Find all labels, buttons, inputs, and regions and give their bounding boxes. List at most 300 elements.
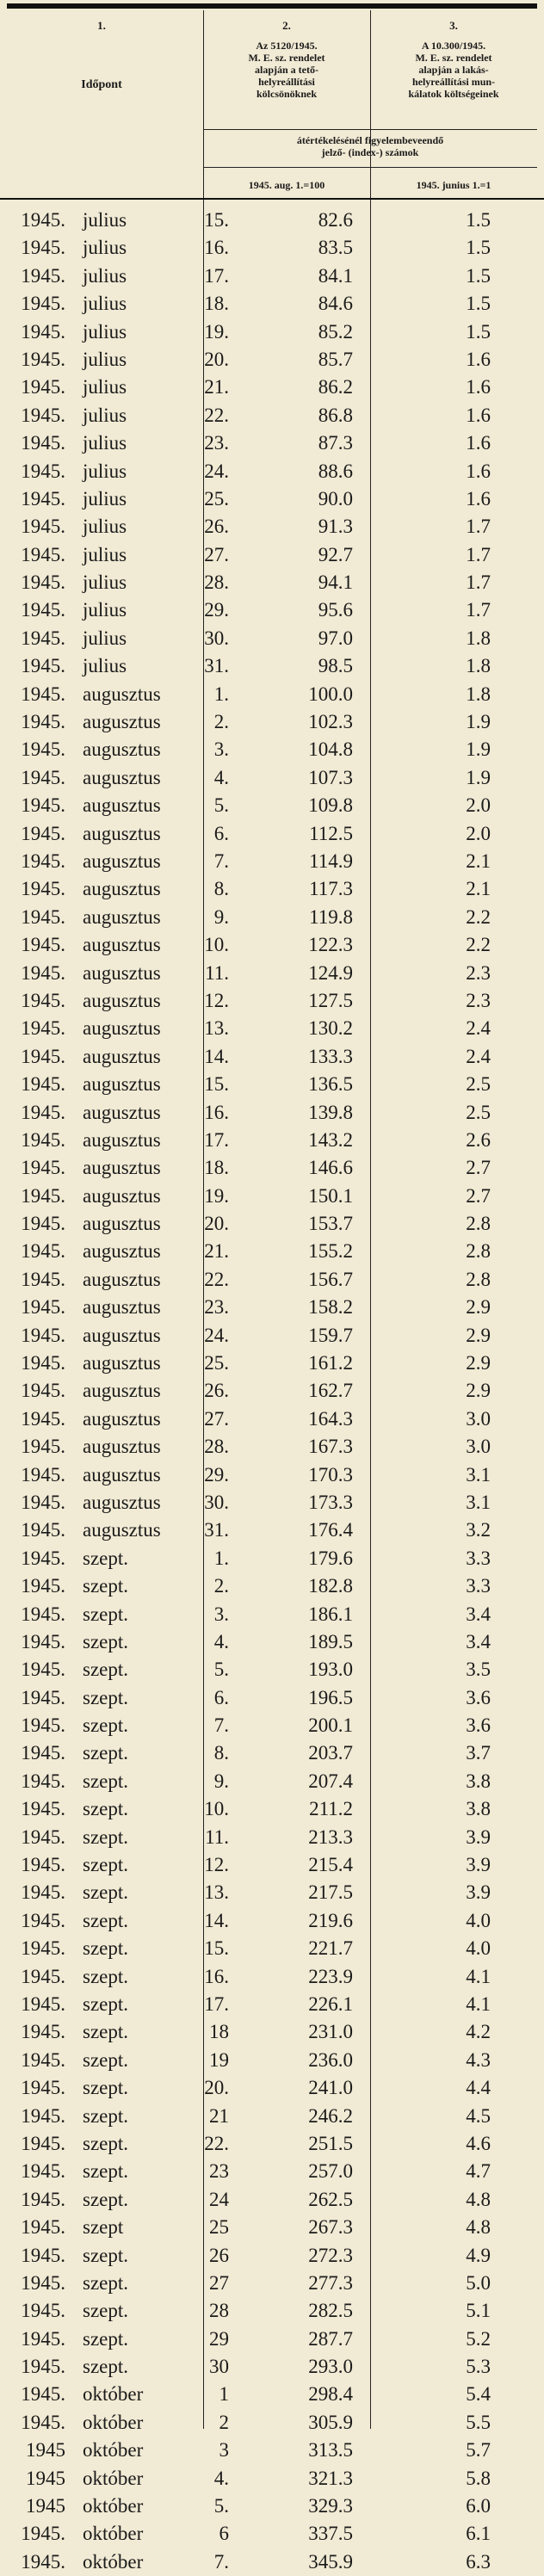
index-value-tetohelyreallitas: 217.5 [308, 1881, 353, 1904]
table-row [0, 2548, 544, 2576]
table-row [0, 1099, 544, 1127]
top-rule [7, 3, 537, 9]
year-cell: 1945. [21, 2132, 65, 2154]
month-cell: augusztus [83, 961, 161, 984]
month-cell: augusztus [83, 849, 161, 872]
day-cell: 3. [213, 738, 229, 761]
day-cell: 22. [204, 404, 229, 426]
table-row [0, 875, 544, 903]
day-cell: 4. [213, 1630, 229, 1652]
day-cell: 14. [204, 1045, 229, 1067]
table-row [0, 2018, 544, 2046]
day-cell: 27. [204, 543, 229, 565]
index-value-tetohelyreallitas: 83.5 [318, 237, 353, 259]
day-cell: 4. [213, 2467, 229, 2489]
day-cell: 5. [213, 2495, 229, 2517]
day-cell: 20. [204, 2077, 229, 2099]
index-value-lakashelyreallitas: 1.8 [466, 655, 491, 677]
year-cell: 1945. [21, 2550, 65, 2573]
day-cell: 8. [213, 878, 229, 900]
year-cell: 1945. [21, 989, 65, 1011]
day-cell: 24 [209, 2188, 229, 2210]
index-value-tetohelyreallitas: 262.5 [308, 2188, 353, 2210]
table-row [0, 708, 544, 736]
table-row [0, 1545, 544, 1572]
year-cell: 1945. [21, 849, 65, 872]
index-value-lakashelyreallitas: 4.8 [466, 2216, 491, 2239]
index-value-tetohelyreallitas: 213.3 [308, 1825, 353, 1848]
table-row [0, 931, 544, 959]
year-cell: 1945. [21, 1073, 65, 1096]
table-row [0, 2326, 544, 2353]
month-cell: julius [83, 571, 127, 594]
day-cell: 2. [213, 1575, 229, 1597]
index-value-lakashelyreallitas: 3.9 [466, 1854, 491, 1876]
table-row [0, 2409, 544, 2437]
index-value-tetohelyreallitas: 136.5 [308, 1073, 353, 1096]
year-cell: 1945. [21, 1686, 65, 1708]
month-cell: október [83, 2550, 144, 2573]
month-cell: szept. [83, 2356, 129, 2378]
index-value-lakashelyreallitas: 3.9 [466, 1825, 491, 1848]
index-value-tetohelyreallitas: 257.0 [308, 2160, 353, 2183]
day-cell: 18 [209, 2021, 229, 2043]
month-cell: augusztus [83, 1240, 161, 1263]
table-row [0, 346, 544, 374]
month-cell: augusztus [83, 1519, 161, 1541]
index-value-tetohelyreallitas: 85.2 [318, 320, 353, 343]
year-cell: 1945. [21, 2077, 65, 2099]
year-cell: 1945. [21, 1798, 65, 1820]
year-cell: 1945. [21, 878, 65, 900]
table-row [0, 1907, 544, 1935]
index-value-tetohelyreallitas: 196.5 [308, 1686, 353, 1708]
month-cell: október [83, 2495, 144, 2517]
day-cell: 25. [204, 1352, 229, 1374]
day-cell: 6 [219, 2523, 229, 2545]
index-value-tetohelyreallitas: 146.6 [308, 1157, 353, 1179]
year-cell: 1945. [21, 2104, 65, 2127]
index-value-lakashelyreallitas: 4.0 [466, 1937, 491, 1960]
table-row [0, 1210, 544, 1238]
year-cell: 1945. [21, 1547, 65, 1569]
index-value-tetohelyreallitas: 231.0 [308, 2021, 353, 2043]
year-cell: 1945. [21, 293, 65, 315]
day-cell: 9. [213, 1770, 229, 1792]
day-cell: 19. [204, 320, 229, 343]
index-value-tetohelyreallitas: 158.2 [308, 1296, 353, 1319]
day-cell: 19. [204, 1184, 229, 1207]
month-cell: julius [83, 543, 127, 565]
day-cell: 18. [204, 293, 229, 315]
index-value-lakashelyreallitas: 5.2 [466, 2327, 491, 2350]
table-row [0, 848, 544, 875]
day-cell: 1. [213, 1547, 229, 1569]
day-cell: 5. [213, 1659, 229, 1681]
index-value-tetohelyreallitas: 162.7 [308, 1380, 353, 1402]
table-row [0, 2270, 544, 2297]
index-value-tetohelyreallitas: 143.2 [308, 1128, 353, 1151]
index-value-tetohelyreallitas: 246.2 [308, 2104, 353, 2127]
index-value-tetohelyreallitas: 112.5 [309, 822, 353, 844]
year-cell: 1945. [21, 2188, 65, 2210]
table-row [0, 1433, 544, 1461]
month-cell: julius [83, 320, 127, 343]
index-value-lakashelyreallitas: 2.9 [466, 1380, 491, 1402]
index-value-lakashelyreallitas: 2.6 [466, 1128, 491, 1151]
day-cell: 26 [209, 2244, 229, 2266]
index-value-tetohelyreallitas: 92.7 [318, 543, 353, 565]
year-cell: 1945. [21, 543, 65, 565]
month-cell: julius [83, 348, 127, 370]
month-cell: augusztus [83, 1352, 161, 1374]
index-value-tetohelyreallitas: 189.5 [308, 1630, 353, 1652]
month-cell: szept. [83, 2160, 129, 2183]
year-cell: 1945. [21, 1519, 65, 1541]
index-value-tetohelyreallitas: 277.3 [308, 2271, 353, 2294]
table-row [0, 1071, 544, 1098]
index-value-tetohelyreallitas: 282.5 [308, 2300, 353, 2322]
table-row [0, 290, 544, 318]
month-cell: szept. [83, 1770, 129, 1792]
year-cell: 1945. [21, 1965, 65, 1987]
day-cell: 21 [209, 2104, 229, 2127]
index-value-lakashelyreallitas: 2.9 [466, 1324, 491, 1346]
month-cell: október [83, 2383, 144, 2406]
index-value-tetohelyreallitas: 97.0 [318, 627, 353, 649]
index-value-lakashelyreallitas: 1.6 [466, 404, 491, 426]
index-value-lakashelyreallitas: 5.3 [466, 2356, 491, 2378]
table-row [0, 1238, 544, 1265]
table-row [0, 513, 544, 541]
year-cell: 1945. [21, 627, 65, 649]
index-value-lakashelyreallitas: 1.6 [466, 376, 491, 398]
day-cell: 16. [204, 1101, 229, 1123]
column-header-2: Az 5120/1945. M. E. sz. rendelet alapján a tető- helyreállítási kölcsönöknek [248, 40, 325, 100]
index-value-tetohelyreallitas: 100.0 [308, 683, 353, 705]
month-cell: szept. [83, 1659, 129, 1681]
index-value-tetohelyreallitas: 293.0 [308, 2356, 353, 2378]
month-cell: augusztus [83, 1073, 161, 1096]
month-cell: október [83, 2523, 144, 2545]
year-cell: 1945. [21, 376, 65, 398]
index-value-lakashelyreallitas: 4.5 [466, 2104, 491, 2127]
year-cell: 1945 [26, 2439, 65, 2462]
index-value-lakashelyreallitas: 4.9 [466, 2244, 491, 2266]
day-cell: 26. [204, 1380, 229, 1402]
table-row [0, 541, 544, 569]
index-value-lakashelyreallitas: 4.1 [466, 1993, 491, 2015]
index-value-lakashelyreallitas: 2.1 [466, 878, 491, 900]
month-cell: augusztus [83, 1407, 161, 1430]
month-cell: augusztus [83, 1380, 161, 1402]
year-cell: 1945. [21, 794, 65, 817]
month-cell: julius [83, 599, 127, 621]
day-cell: 21. [204, 1240, 229, 1263]
day-cell: 12. [204, 1854, 229, 1876]
month-cell: szept [83, 2216, 124, 2239]
year-cell: 1945. [21, 2327, 65, 2350]
day-cell: 27 [209, 2271, 229, 2294]
year-cell: 1945. [21, 1993, 65, 2015]
header-bottom-rule [0, 198, 544, 200]
table-row [0, 318, 544, 346]
day-cell: 18. [204, 1157, 229, 1179]
month-cell: julius [83, 487, 127, 510]
index-value-lakashelyreallitas: 2.2 [466, 934, 491, 956]
month-cell: julius [83, 627, 127, 649]
month-cell: augusztus [83, 1463, 161, 1486]
index-value-lakashelyreallitas: 3.2 [466, 1519, 491, 1541]
index-value-lakashelyreallitas: 5.8 [466, 2467, 491, 2489]
index-value-tetohelyreallitas: 182.8 [308, 1575, 353, 1597]
year-cell: 1945. [21, 2160, 65, 2183]
day-cell: 7. [213, 1714, 229, 1737]
day-cell: 15. [204, 1937, 229, 1960]
table-row [0, 1183, 544, 1210]
table-row [0, 1489, 544, 1517]
table-row [0, 1572, 544, 1600]
day-cell: 17. [204, 1128, 229, 1151]
year-cell: 1945. [21, 1909, 65, 1931]
table-row [0, 1935, 544, 1962]
year-cell: 1945. [21, 1157, 65, 1179]
index-value-lakashelyreallitas: 1.5 [466, 293, 491, 315]
index-value-lakashelyreallitas: 1.6 [466, 348, 491, 370]
month-cell: augusztus [83, 1101, 161, 1123]
table-row [0, 681, 544, 708]
month-cell: október [83, 2467, 144, 2489]
day-cell: 1 [219, 2383, 229, 2406]
index-value-tetohelyreallitas: 98.5 [318, 655, 353, 677]
month-cell: julius [83, 516, 127, 538]
index-value-tetohelyreallitas: 167.3 [308, 1436, 353, 1458]
year-cell: 1945. [21, 961, 65, 984]
index-value-lakashelyreallitas: 2.9 [466, 1296, 491, 1319]
day-cell: 27. [204, 1407, 229, 1430]
index-value-tetohelyreallitas: 251.5 [308, 2132, 353, 2154]
index-value-lakashelyreallitas: 3.4 [466, 1630, 491, 1652]
table-row [0, 2493, 544, 2520]
table-row [0, 1991, 544, 2018]
month-cell: augusztus [83, 1017, 161, 1040]
day-cell: 10. [204, 1798, 229, 1820]
table-row [0, 569, 544, 596]
month-cell: szept. [83, 2300, 129, 2322]
year-cell: 1945. [21, 1240, 65, 1263]
index-value-lakashelyreallitas: 1.9 [466, 711, 491, 733]
day-cell: 17. [204, 1993, 229, 2015]
month-cell: szept. [83, 2021, 129, 2043]
year-cell: 1945. [21, 599, 65, 621]
index-value-lakashelyreallitas: 3.8 [466, 1798, 491, 1820]
month-cell: julius [83, 655, 127, 677]
index-value-tetohelyreallitas: 117.3 [309, 878, 353, 900]
year-cell: 1945. [21, 1603, 65, 1625]
index-value-tetohelyreallitas: 345.9 [308, 2550, 353, 2573]
day-cell: 21. [204, 376, 229, 398]
year-cell: 1945. [21, 1213, 65, 1235]
index-value-lakashelyreallitas: 2.5 [466, 1073, 491, 1096]
year-cell: 1945. [21, 1017, 65, 1040]
month-cell: augusztus [83, 1213, 161, 1235]
year-cell: 1945. [21, 2300, 65, 2322]
index-value-lakashelyreallitas: 1.5 [466, 264, 491, 287]
index-value-tetohelyreallitas: 86.2 [318, 376, 353, 398]
index-value-tetohelyreallitas: 186.1 [308, 1603, 353, 1625]
table-row [0, 2381, 544, 2408]
index-value-tetohelyreallitas: 153.7 [308, 1213, 353, 1235]
day-cell: 1. [213, 683, 229, 705]
table-row [0, 1266, 544, 1294]
index-value-lakashelyreallitas: 5.7 [466, 2439, 491, 2462]
day-cell: 28. [204, 571, 229, 594]
year-cell: 1945. [21, 655, 65, 677]
index-value-lakashelyreallitas: 5.5 [466, 2411, 491, 2433]
index-value-lakashelyreallitas: 2.3 [466, 961, 491, 984]
month-cell: szept. [83, 1714, 129, 1737]
table-row [0, 2520, 544, 2548]
day-cell: 29. [204, 1463, 229, 1486]
year-cell: 1945. [21, 2383, 65, 2406]
year-cell: 1945. [21, 1659, 65, 1681]
month-cell: szept. [83, 1575, 129, 1597]
index-value-lakashelyreallitas: 2.8 [466, 1268, 491, 1290]
index-value-lakashelyreallitas: 1.5 [466, 209, 491, 231]
index-value-tetohelyreallitas: 207.4 [308, 1770, 353, 1792]
index-value-lakashelyreallitas: 6.3 [466, 2550, 491, 2573]
day-cell: 2 [219, 2411, 229, 2433]
index-value-lakashelyreallitas: 3.1 [466, 1463, 491, 1486]
day-cell: 13. [204, 1881, 229, 1904]
month-cell: augusztus [83, 1045, 161, 1067]
day-cell: 22. [204, 1268, 229, 1290]
month-cell: szept. [83, 1993, 129, 2015]
month-cell: augusztus [83, 711, 161, 733]
month-cell: szept. [83, 1909, 129, 1931]
index-value-tetohelyreallitas: 155.2 [308, 1240, 353, 1263]
index-value-lakashelyreallitas: 3.3 [466, 1575, 491, 1597]
index-value-lakashelyreallitas: 6.0 [466, 2495, 491, 2517]
year-cell: 1945. [21, 738, 65, 761]
index-note: átértékelésénél figyelembeveendő jelző- (index-) számok [296, 134, 444, 158]
month-cell: augusztus [83, 905, 161, 928]
table-row [0, 2297, 544, 2325]
month-cell: augusztus [83, 878, 161, 900]
index-value-lakashelyreallitas: 2.4 [466, 1045, 491, 1067]
table-row [0, 904, 544, 931]
year-cell: 1945. [21, 1714, 65, 1737]
year-cell: 1945. [21, 1045, 65, 1067]
year-cell: 1945. [21, 2523, 65, 2545]
index-value-tetohelyreallitas: 221.7 [308, 1937, 353, 1960]
month-cell: szept. [83, 1825, 129, 1848]
index-value-tetohelyreallitas: 241.0 [308, 2077, 353, 2099]
month-cell: julius [83, 293, 127, 315]
year-cell: 1945. [21, 683, 65, 705]
index-value-lakashelyreallitas: 3.6 [466, 1714, 491, 1737]
year-cell: 1945. [21, 1184, 65, 1207]
month-cell: augusztus [83, 1436, 161, 1458]
table-row [0, 1405, 544, 1433]
column-number: 3. [449, 19, 458, 32]
day-cell: 2. [213, 711, 229, 733]
month-cell: szept. [83, 1742, 129, 1764]
index-value-lakashelyreallitas: 4.0 [466, 1909, 491, 1931]
index-value-lakashelyreallitas: 3.0 [466, 1407, 491, 1430]
day-cell: 8. [213, 1742, 229, 1764]
day-cell: 23. [204, 1296, 229, 1319]
index-value-tetohelyreallitas: 159.7 [308, 1324, 353, 1346]
index-value-tetohelyreallitas: 156.7 [308, 1268, 353, 1290]
month-cell: szept. [83, 1965, 129, 1987]
day-cell: 16. [204, 1965, 229, 1987]
month-cell: szept. [83, 2077, 129, 2099]
index-value-tetohelyreallitas: 287.7 [308, 2327, 353, 2350]
day-cell: 31. [204, 655, 229, 677]
table-row [0, 960, 544, 987]
year-cell: 1945. [21, 1491, 65, 1513]
month-cell: augusztus [83, 989, 161, 1011]
index-value-lakashelyreallitas: 1.6 [466, 487, 491, 510]
index-value-tetohelyreallitas: 161.2 [308, 1352, 353, 1374]
table-row [0, 234, 544, 262]
year-cell: 1945. [21, 1128, 65, 1151]
month-cell: augusztus [83, 934, 161, 956]
table-row [0, 1601, 544, 1628]
index-value-lakashelyreallitas: 3.9 [466, 1881, 491, 1904]
index-value-lakashelyreallitas: 4.6 [466, 2132, 491, 2154]
index-value-tetohelyreallitas: 86.8 [318, 404, 353, 426]
index-value-tetohelyreallitas: 298.4 [308, 2383, 353, 2406]
year-cell: 1945. [21, 1407, 65, 1430]
index-value-tetohelyreallitas: 272.3 [308, 2244, 353, 2266]
index-value-tetohelyreallitas: 226.1 [308, 1993, 353, 2015]
index-value-lakashelyreallitas: 1.8 [466, 683, 491, 705]
table-row [0, 485, 544, 513]
year-cell: 1945. [21, 1742, 65, 1764]
index-value-lakashelyreallitas: 6.1 [466, 2523, 491, 2545]
index-value-lakashelyreallitas: 4.8 [466, 2188, 491, 2210]
day-cell: 6. [213, 822, 229, 844]
index-value-tetohelyreallitas: 84.1 [318, 264, 353, 287]
index-value-lakashelyreallitas: 1.7 [466, 599, 491, 621]
day-cell: 16. [204, 237, 229, 259]
index-value-tetohelyreallitas: 173.3 [308, 1491, 353, 1513]
month-cell: szept. [83, 2327, 129, 2350]
table-row [0, 458, 544, 485]
index-value-tetohelyreallitas: 109.8 [308, 794, 353, 817]
day-cell: 28 [209, 2300, 229, 2322]
table-row [0, 2074, 544, 2102]
month-cell: szept. [83, 2132, 129, 2154]
index-value-tetohelyreallitas: 313.5 [308, 2439, 353, 2462]
table-row [0, 1795, 544, 1823]
day-cell: 11. [205, 1825, 229, 1848]
index-value-tetohelyreallitas: 193.0 [308, 1659, 353, 1681]
month-cell: augusztus [83, 1491, 161, 1513]
index-value-lakashelyreallitas: 1.5 [466, 320, 491, 343]
index-value-tetohelyreallitas: 102.3 [308, 711, 353, 733]
table-row [0, 1824, 544, 1851]
index-value-lakashelyreallitas: 1.7 [466, 543, 491, 565]
year-cell: 1945. [21, 571, 65, 594]
index-value-lakashelyreallitas: 5.4 [466, 2383, 491, 2406]
index-value-lakashelyreallitas: 1.9 [466, 766, 491, 788]
index-value-lakashelyreallitas: 3.6 [466, 1686, 491, 1708]
index-value-lakashelyreallitas: 1.7 [466, 516, 491, 538]
index-value-lakashelyreallitas: 3.3 [466, 1547, 491, 1569]
